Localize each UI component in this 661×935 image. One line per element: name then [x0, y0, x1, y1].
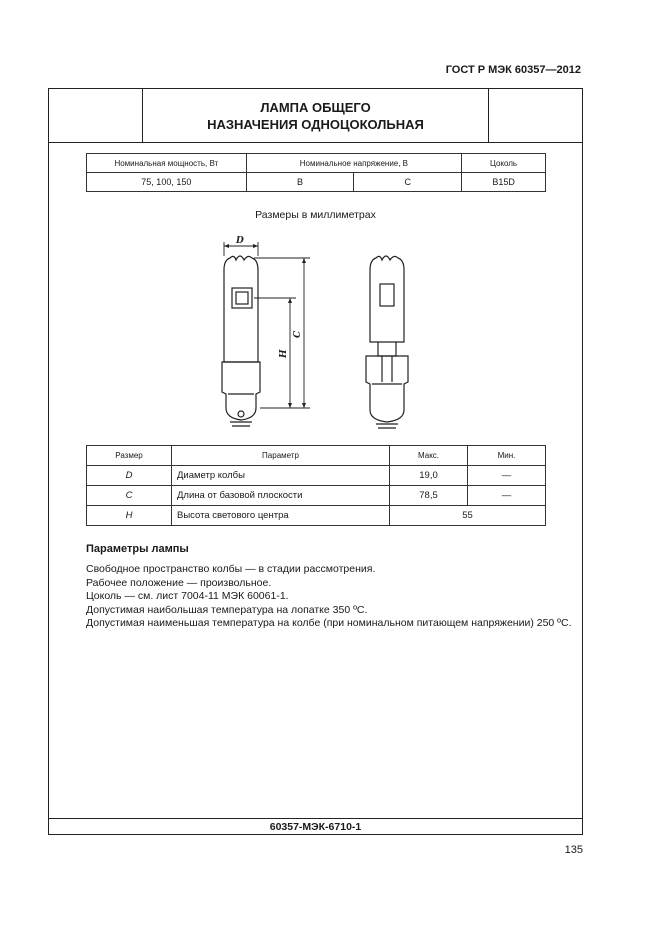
title-block-left-cell	[49, 89, 143, 143]
d-label: D	[236, 236, 244, 246]
size-cell: D	[87, 466, 172, 486]
param-cell: Длина от базовой плоскости	[172, 486, 390, 506]
front-neck	[378, 342, 396, 356]
front-bulb-outline	[370, 256, 404, 342]
standard-code: ГОСТ Р МЭК 60357—2012	[445, 64, 581, 76]
sheet-title	[143, 99, 488, 133]
param-cell: Высота светового центра	[172, 506, 390, 526]
rating-table	[86, 153, 546, 192]
lamp-param-line: Допустимая наибольшая температура на лопатке 350 ºС.	[86, 603, 368, 616]
size-cell: C	[87, 486, 172, 506]
max-cell: 78,5	[390, 486, 468, 506]
sheet-frame	[48, 88, 583, 835]
param-header: Параметр	[172, 446, 390, 466]
param-cell: Диаметр колбы	[172, 466, 390, 486]
value-cell: 55	[390, 506, 546, 526]
power-cell: 75, 100, 150	[87, 173, 247, 192]
c-label: C	[293, 330, 303, 338]
max-cell: 19,0	[390, 466, 468, 486]
lamp-param-line: Свободное пространство колбы — в стадии рассмотрения.	[86, 563, 376, 575]
lamp-param-line: Рабочее положение — произвольное.	[86, 576, 272, 589]
min-cell: —	[468, 486, 546, 506]
col-base-header: Цоколь	[462, 154, 546, 173]
sheet-title-line1: ЛАМПА ОБЩЕГО	[260, 100, 371, 115]
front-filament	[380, 284, 394, 306]
front-base-pins	[376, 424, 398, 428]
col-power-header: Номинальная мощность, Вт	[87, 154, 247, 173]
filament-box	[232, 288, 252, 308]
title-block-right-cell	[488, 89, 582, 143]
page-number: 135	[564, 844, 583, 856]
lamp-front-view	[366, 256, 408, 428]
min-cell: —	[468, 466, 546, 486]
front-base-outline	[366, 356, 408, 422]
lamp-params-list	[86, 563, 572, 631]
sheet-code: 60357-МЭК-6710-1	[49, 818, 582, 835]
base-cell: B15D	[462, 173, 546, 192]
dimensions-table	[86, 445, 546, 526]
filament-inner	[236, 292, 248, 304]
voltage-b-cell: B	[246, 173, 354, 192]
lamp-drawing	[210, 222, 430, 437]
col-voltage-header: Номинальное напряжение, В	[246, 154, 461, 173]
lamp-param-line: Допустимая наименьшая температура на колбе (при номинальном питающем напряжении) 250 ºС.	[86, 617, 572, 629]
base-contact	[238, 411, 244, 417]
bulb-outline	[224, 256, 258, 362]
base-pins	[230, 422, 252, 426]
h-label: H	[279, 349, 289, 358]
title-block	[49, 89, 582, 143]
voltage-c-cell: C	[354, 173, 462, 192]
max-header: Макс.	[390, 446, 468, 466]
table-row	[87, 486, 546, 506]
size-header: Размер	[87, 446, 172, 466]
table-row	[87, 466, 546, 486]
front-base-lines	[372, 356, 402, 384]
sheet-title-line2: НАЗНАЧЕНИЯ ОДНОЦОКОЛЬНАЯ	[207, 117, 424, 132]
lamp-params-title: Параметры лампы	[86, 543, 189, 555]
size-cell: H	[87, 506, 172, 526]
min-header: Мин.	[468, 446, 546, 466]
lamp-param-line: Цоколь — см. лист 7004-11 МЭК 60061-1.	[86, 590, 289, 602]
dimensions-caption: Размеры в миллиметрах	[255, 209, 376, 221]
table-row	[87, 506, 546, 526]
